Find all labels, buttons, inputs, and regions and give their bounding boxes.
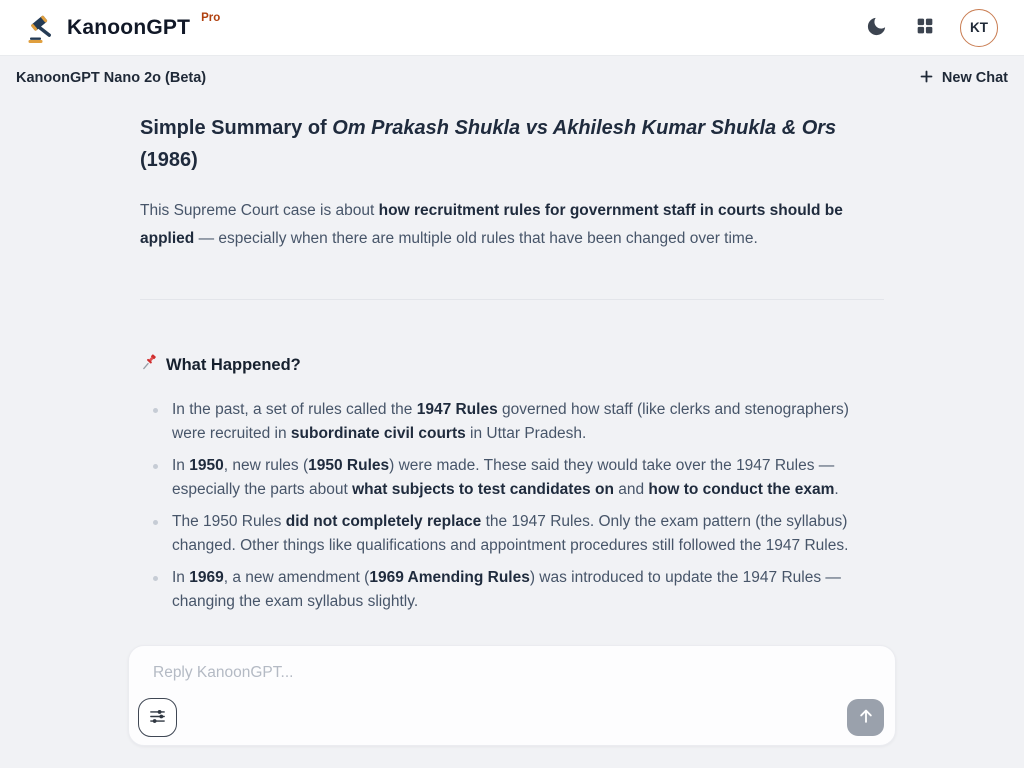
reply-input[interactable]	[129, 646, 895, 698]
brand[interactable]	[26, 11, 220, 45]
grid-icon	[914, 15, 936, 40]
list-item: The 1950 Rules did not completely replace the 1947 Rules. Only the exam pattern (the syllabus) changed. Other things like qualifications and appointment procedures still followed the 1947 Rules.	[140, 510, 884, 558]
theme-toggle-button[interactable]	[863, 13, 890, 43]
composer-area	[0, 628, 1024, 768]
section-heading	[140, 353, 884, 377]
list-item: In 1969, a new amendment (1969 Amending Rules) was introduced to update the 1947 Rules — changing the exam syllabus slightly.	[140, 566, 884, 614]
message-title: Simple Summary of Om Prakash Shukla vs Akhilesh Kumar Shukla & Ors (1986)	[140, 117, 837, 171]
brand-name: KanoonGPT	[67, 15, 191, 39]
apps-menu-button[interactable]	[912, 13, 938, 42]
list-item: In the past, a set of rules called the 1947 Rules governed how staff (like clerks and stenographers) were recruited in subordinate civil courts in Uttar Pradesh.	[140, 398, 884, 446]
new-chat-button[interactable]	[918, 68, 1008, 89]
plus-icon	[918, 68, 935, 89]
new-chat-label: New Chat	[941, 70, 1008, 86]
composer-card	[128, 645, 896, 746]
pushpin-icon	[140, 353, 159, 377]
tools-button[interactable]	[138, 698, 177, 737]
app-header	[0, 0, 1024, 56]
gavel-icon	[26, 13, 58, 45]
message-intro: This Supreme Court case is about how recruitment rules for government staff in courts should be applied — especially when there are multiple old rules that have been changed over time.	[140, 202, 843, 247]
header-actions	[863, 9, 998, 47]
user-avatar[interactable]: KT	[960, 9, 998, 47]
moon-icon	[865, 15, 888, 41]
chat-toolbar	[0, 57, 1024, 99]
list-item: In 1950, new rules (1950 Rules) were made. These said they would take over the 1947 Rules — especially the parts about what subjects to test candidates on and how to conduct the exam.	[140, 454, 884, 502]
divider	[140, 299, 884, 300]
bullet-list	[140, 398, 884, 614]
section-heading-text: What Happened?	[166, 355, 301, 374]
sliders-icon	[148, 707, 167, 729]
arrow-up-icon	[856, 706, 876, 729]
send-button[interactable]	[847, 699, 884, 736]
assistant-message	[140, 99, 884, 614]
pro-badge: Pro	[201, 11, 221, 24]
model-label: KanoonGPT Nano 2o (Beta)	[16, 70, 207, 86]
